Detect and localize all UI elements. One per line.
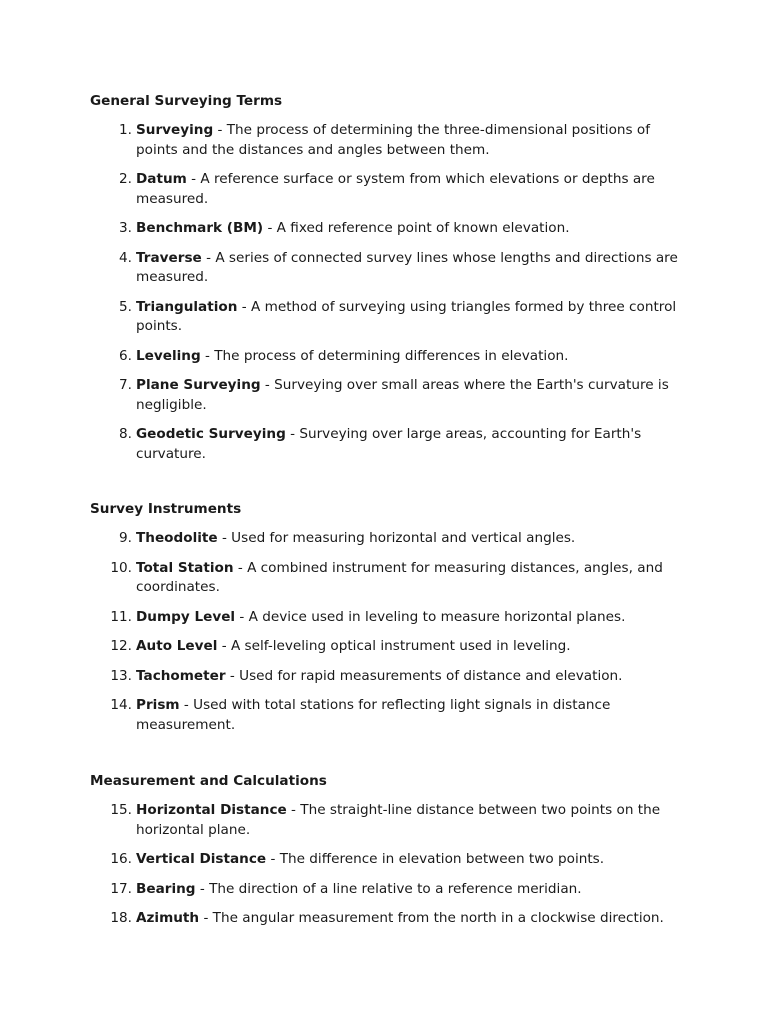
term-description: - A combined instrument for measuring distances, angles, and coordinates.	[136, 559, 663, 595]
list-item	[0, 801, 682, 840]
item-number: 16.	[110, 851, 132, 867]
list-item	[0, 219, 682, 239]
term-description: - The difference in elevation between two points.	[266, 851, 605, 867]
term-name: Vertical Distance	[136, 851, 267, 867]
section-heading: General Surveying Terms	[90, 93, 283, 109]
item-number: 12.	[110, 638, 132, 654]
term-description: - Used for rapid measurements of distance and elevation.	[225, 667, 623, 684]
list-item	[0, 249, 682, 288]
term-description: - Used with total stations for reflecting light signals in distance measurement.	[136, 697, 611, 733]
term-name: Dumpy Level	[136, 608, 236, 625]
term-description: - A reference surface or system from which elevations or depths are measured.	[136, 171, 655, 207]
term-list	[0, 121, 768, 474]
term-name: Theodolite	[136, 530, 218, 546]
term-name: Bearing	[136, 880, 196, 897]
list-item	[0, 880, 682, 900]
section-heading: Survey Instruments	[90, 501, 242, 517]
item-number: 18.	[110, 910, 132, 926]
term-name: Tachometer	[136, 667, 226, 684]
list-item	[0, 170, 682, 209]
item-number: 2.	[119, 171, 132, 187]
term-name: Leveling	[136, 347, 201, 364]
term-description: - The angular measurement from the north in a clockwise direction.	[199, 910, 664, 926]
item-number: 1.	[119, 122, 132, 138]
list-item	[0, 425, 682, 464]
term-name: Triangulation	[136, 298, 238, 315]
item-number: 14.	[110, 697, 132, 713]
item-number: 13.	[110, 667, 132, 684]
term-list	[0, 801, 768, 939]
term-description: - Used for measuring horizontal and vertical angles.	[217, 530, 576, 546]
item-number: 7.	[119, 377, 132, 393]
item-number: 8.	[119, 426, 132, 442]
term-description: - A self-leveling optical instrument used in leveling.	[217, 638, 571, 654]
item-number: 10.	[110, 559, 132, 576]
list-item	[0, 667, 682, 687]
term-description: - Surveying over large areas, accounting for Earth's curvature.	[136, 426, 642, 462]
list-item	[0, 608, 682, 628]
term-name: Auto Level	[136, 638, 218, 654]
list-item	[0, 121, 682, 160]
section-heading: Measurement and Calculations	[90, 773, 327, 789]
term-name: Benchmark (BM)	[136, 220, 264, 236]
list-item	[0, 347, 682, 367]
item-number: 11.	[110, 608, 132, 625]
list-item	[0, 696, 682, 735]
list-item	[0, 850, 682, 870]
list-item	[0, 529, 682, 549]
term-description: - Surveying over small areas where the Earth's curvature is negligible.	[136, 377, 669, 413]
list-item	[0, 298, 682, 337]
list-item	[0, 637, 682, 657]
list-item	[0, 376, 682, 415]
term-description: - A fixed reference point of known elevation.	[263, 220, 570, 236]
term-description: - A series of connected survey lines whose lengths and directions are measured.	[136, 249, 678, 285]
item-number: 3.	[119, 220, 132, 236]
list-item	[0, 909, 682, 929]
item-number: 15.	[110, 802, 132, 818]
term-description: - The process of determining the three-dimensional positions of points and the distances and angles between them.	[136, 122, 651, 158]
term-description: - A device used in leveling to measure horizontal planes.	[235, 608, 626, 625]
item-number: 4.	[119, 249, 132, 266]
term-name: Plane Surveying	[136, 377, 261, 393]
term-name: Geodetic Surveying	[136, 426, 286, 442]
item-number: 5.	[119, 298, 132, 315]
term-name: Prism	[136, 697, 180, 713]
term-name: Horizontal Distance	[136, 802, 287, 818]
term-name: Total Station	[136, 559, 234, 576]
item-number: 9.	[119, 530, 132, 546]
term-name: Azimuth	[136, 910, 200, 926]
list-item	[0, 559, 682, 598]
item-number: 6.	[119, 347, 132, 364]
item-number: 17.	[110, 880, 132, 897]
term-description: - The straight-line distance between two points on the horizontal plane.	[136, 802, 661, 838]
term-description: - The process of determining differences in elevation.	[200, 347, 569, 364]
term-list	[0, 529, 768, 745]
term-name: Surveying	[136, 122, 214, 138]
term-name: Traverse	[136, 249, 202, 266]
term-description: - A method of surveying using triangles formed by three control points.	[136, 298, 677, 334]
term-name: Datum	[136, 171, 187, 187]
term-description: - The direction of a line relative to a reference meridian.	[195, 880, 582, 897]
